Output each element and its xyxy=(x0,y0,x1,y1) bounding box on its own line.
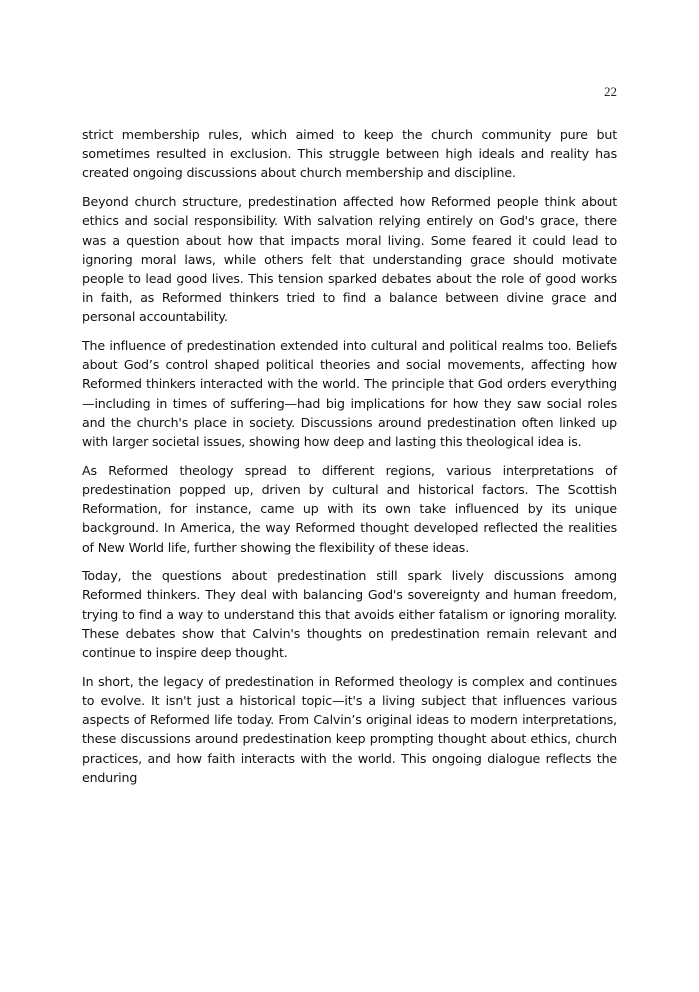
page-number: 22 xyxy=(604,84,617,99)
paragraph-regional-interpretations: As Reformed theology spread to different regions, various interpretations of predestination popped up, driven by cultural and historical factors. The Scottish Reformation, for instance, came up with its own take influenced by its unique background. In America, the way Reformed thought developed reflected the realities of New World life, further showing the flexibility of these ideas. xyxy=(82,462,617,555)
paragraph-church-membership: strict membership rules, which aimed to keep the church community pure but sometimes resulted in exclusion. This struggle between high ideals and reality has created ongoing discussions about church membership and discipline. xyxy=(82,127,617,181)
paragraph-legacy-summary: In short, the legacy of predestination in Reformed theology is complex and continues to evolve. It isn't just a historical topic—it's a living subject that influences various aspects of Reformed life today. From Calvin’s original ideas to modern interpretations, these discussions around predestination keep prompting thought about ethics, church practices, and how faith interacts with the world. This ongoing dialogue reflects the enduring xyxy=(82,673,617,785)
document-body xyxy=(82,125,617,797)
paragraph-modern-discussions: Today, the questions about predestination still spark lively discussions among Reformed thinkers. They deal with balancing God's sovereignty and human freedom, trying to find a way to understand this that avoids either fatalism or ignoring morality. These debates show that Calvin's thoughts on predestination remain relevant and continue to inspire deep thought. xyxy=(82,568,617,661)
paragraph-ethics-social-responsibility: Beyond church structure, predestination affected how Reformed people think about ethics and social responsibility. With salvation relying entirely on God's grace, there was a question about how that impacts moral living. Some feared it could lead to ignoring moral laws, while others felt that understanding grace should motivate people to lead good lives. This tension sparked debates about the role of good works in faith, as Reformed thinkers tried to find a balance between divine grace and personal accountability. xyxy=(82,194,617,325)
paragraph-cultural-political-influence: The influence of predestination extended into cultural and political realms too. Beliefs about God’s control shaped political theories and social movements, affecting how Reformed thinkers interacted with the world. The principle that God orders everything—including in times of suffering—had big implications for how they saw social roles and the church's place in society. Discussions around predestination often linked up with larger societal issues, showing how deep and lasting this theological idea is. xyxy=(82,338,617,450)
